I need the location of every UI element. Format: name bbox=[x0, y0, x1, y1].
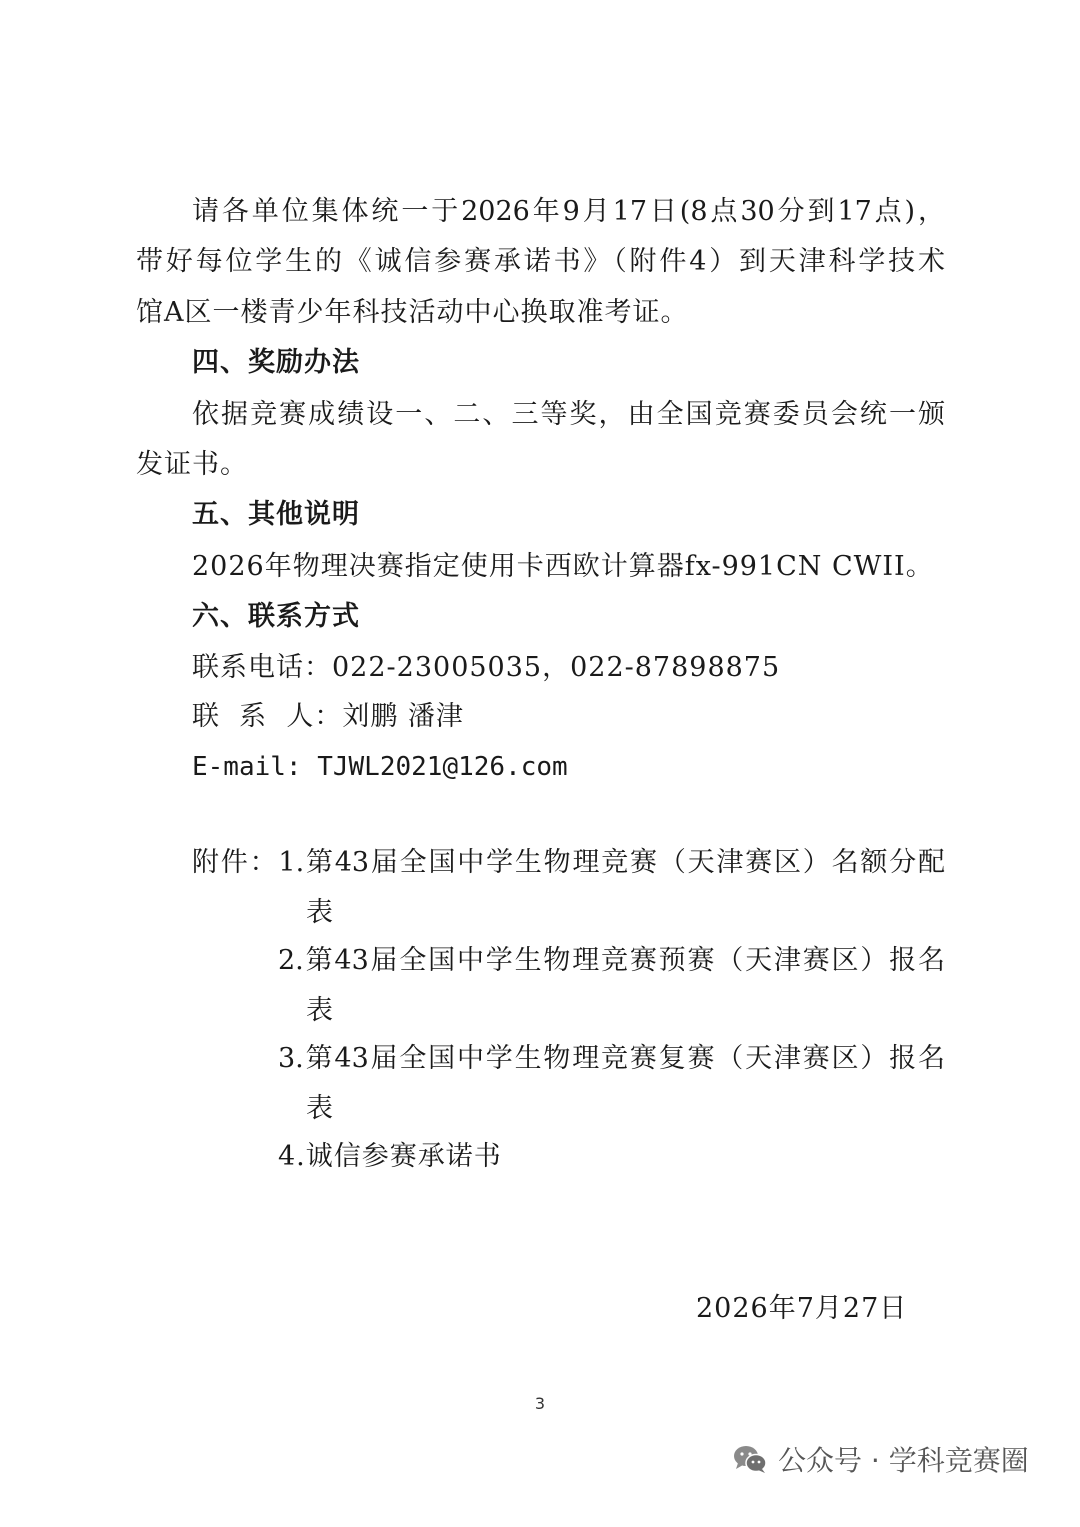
page-number: 3 bbox=[534, 1394, 546, 1413]
attachment-4-line-1: 4.诚信参赛承诺书 bbox=[278, 1141, 502, 1172]
attachment-1-line-2: 表 bbox=[306, 897, 334, 928]
attachment-3-line-2: 表 bbox=[306, 1093, 334, 1124]
contact-phone: 联系电话：022-23005035，022-87898875 bbox=[192, 652, 781, 683]
wechat-watermark bbox=[732, 1434, 1029, 1484]
attachment-2-line-2: 表 bbox=[306, 995, 334, 1026]
section-6-heading: 六、联系方式 bbox=[192, 601, 360, 632]
section-4-line-1: 依据竞赛成绩设一、二、三等奖，由全国竞赛委员会统一颁 bbox=[192, 399, 945, 430]
intro-line-1: 请各单位集体统一于2026年9月17日(8点30分到17点)， bbox=[192, 196, 945, 227]
wechat-icon bbox=[732, 1444, 768, 1474]
section-5-line-1: 2026年物理决赛指定使用卡西欧计算器fx-991CN CWII。 bbox=[192, 551, 934, 582]
intro-line-3: 馆A区一楼青少年科技活动中心换取准考证。 bbox=[136, 297, 689, 328]
section-4-line-2: 发证书。 bbox=[136, 449, 248, 480]
contact-person: 联 系 人：刘鹏 潘津 bbox=[192, 701, 464, 732]
document-date: 2026年7月27日 bbox=[696, 1293, 908, 1324]
contact-email: E-mail: TJWL2021@126.com bbox=[192, 752, 568, 782]
section-4-heading: 四、奖励办法 bbox=[192, 347, 360, 378]
watermark-text: 公众号 · 学科竞赛圈 bbox=[778, 1444, 1029, 1477]
attachment-2-line-1: 2.第43届全国中学生物理竞赛预赛（天津赛区）报名 bbox=[278, 945, 945, 976]
attachment-3-line-1: 3.第43届全国中学生物理竞赛复赛（天津赛区）报名 bbox=[278, 1043, 945, 1074]
section-5-heading: 五、其他说明 bbox=[192, 499, 360, 530]
attachment-1-line-1: 附件：1.第43届全国中学生物理竞赛（天津赛区）名额分配 bbox=[192, 847, 945, 878]
intro-line-2: 带好每位学生的《诚信参赛承诺书》（附件4）到天津科学技术 bbox=[136, 246, 945, 277]
